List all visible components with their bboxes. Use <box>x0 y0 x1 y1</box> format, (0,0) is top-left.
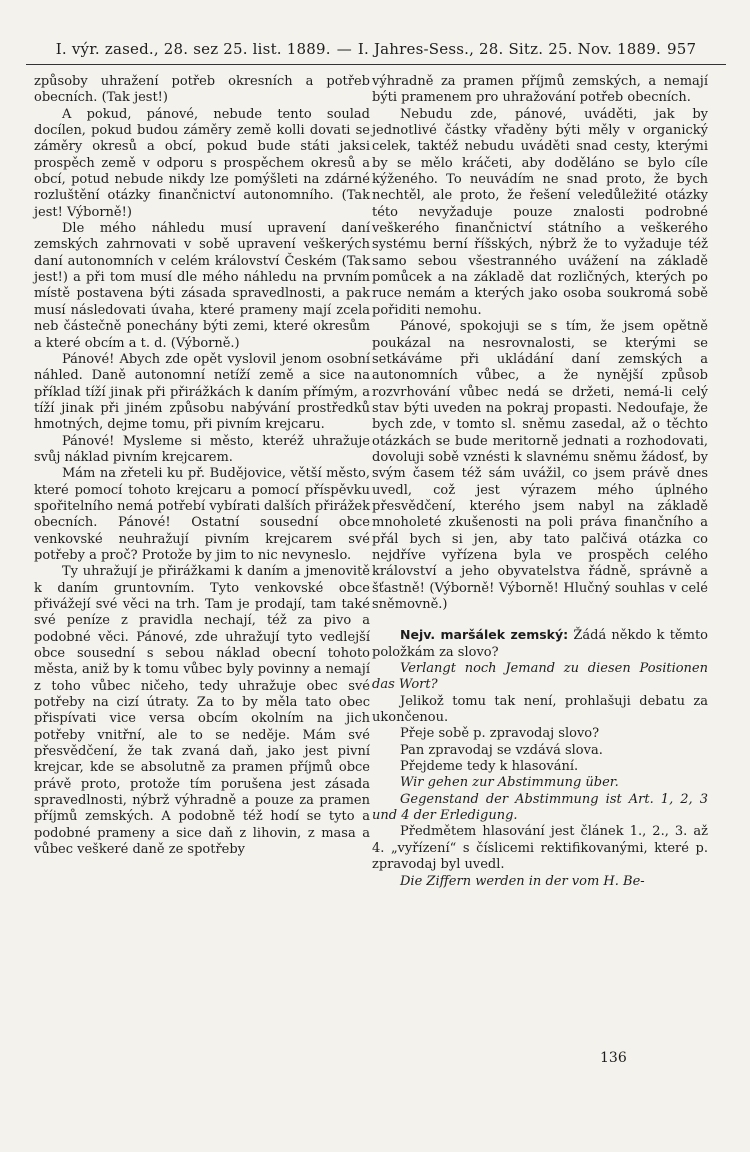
header-czech: I. výr. zased., 28. sez 25. list. 1889. <box>55 40 331 58</box>
paragraph: výhradně za pramen příjmů zemských, a nemají býti pramenem pro uhražování potřeb obecních. <box>372 74 708 106</box>
paragraph: Pan zpravodaj se vzdává slova. <box>400 742 603 758</box>
paragraph: Pánové! Abych zde opět vyslovil jenom osobní náhled. Daně autonomní netíží země a sice na příklad tíží jinak při přirážkách k daním přímým, a tíží jinak při jiném způsobu nabývání prostředků hmotných, dejme tomu, při pivním krejcaru. <box>34 351 370 433</box>
right-column <box>372 74 708 890</box>
signature-number: 136 <box>600 1050 627 1066</box>
speaker-text: Žádá někdo k těmto položkám za slovo? <box>372 628 708 660</box>
running-header <box>26 40 726 58</box>
paragraph: způsoby uhražení potřeb okresních a potřeb obecních. (Tak jest!) <box>34 74 370 106</box>
header-german: I. Jahres-Sess., 28. Sitz. 25. Nov. 1889. <box>357 40 661 58</box>
paragraph: Nebudu zde, pánové, uváděti, jak by jednotlivé částky vřaděny býti měly v organický celek, taktéž nebudu uváděti snad cesty, kterými by se mělo kráčeti, aby doděláno se bylo cíle kýženého. To neuvádím ne snad proto, že bych nechtěl, ale proto, že řešení veledůležité otázky této nevyžaduje pouze znalosti podrobné veškerého finančnictví státního a veškerého systému berní říšských, nýbrž že to vyžaduje též samo sebou všestranného uvážení na základě pomůcek a na základě dat rozličných, kterých po ruce nemám a kterých jako osoba soukromá sobě pořiditi nemohu. <box>372 106 708 318</box>
german-paragraph: Wir gehen zur Abstimmung über. <box>400 775 619 791</box>
paragraph: Pánové, spokojuji se s tím, že jsem opětně poukázal na nesrovnalosti, se kterými se setkáváme při ukládání daní zemských a autonomních vůbec, a že nynější způsob rozvrhování vůbec nedá se držeti, nemá-li celý stav býti uveden na pokraj propasti. Nedoufaje, že bych zde, v tomto sl. sněmu zasedal, až o těchto otázkách se bude meritorně jednati a rozhodovati, dovoluji sobě vznésti k slavnému sněmu žádosť, by svým časem též sám uvážil, co jsem právě dnes uvedl, což jest výrazem mého úplného přesvědčení, kterého jsem nabyl na základě mnoholeté zkušenosti na poli práva finančního a přál bych si jen, aby tato palčivá otázka co nejdříve vyřízena byla ve prospěch celého království a jeho obyvatelstva řádně, správně a šťastně! (Výborně! Výborně! Hlučný souhlas v celé sněmovně.) <box>372 319 708 612</box>
paragraph: Dle mého náhledu musí upravení daní zemských zahrnovati v sobě upravení veškerých daní autonomních v celém království Českém (Tak jest!) a při tom musí dle mého náhledu na prvním místě postavena býti zásada spravedlnosti, a pak musí následovati úvaha, které prameny mají zcela neb částečně ponechány býti zemi, které okresům a které obcím a t. d. (Výborně.) <box>34 221 370 351</box>
header-dash: — <box>336 40 352 58</box>
paragraph: Přeje sobě p. zpravodaj slovo? <box>400 726 600 742</box>
paragraph: A pokud, pánové, nebude tento soulad docílen, pokud budou záměry země kolli dovati se záměry okresů a obcí, pokud bude státi jaksi prospěch země v odporu s prospěchem okresů a obcí, potud nebude nikdy lze pomýšleti na zdárné rozluštění otázky finančnictví autonomního. (Tak jest! Výborně!) <box>34 106 370 220</box>
header-page-number: 957 <box>666 40 697 58</box>
paragraph: Přejdeme tedy k hlasování. <box>400 759 579 775</box>
german-paragraph: Die Ziffern werden in der vom H. Be- <box>400 873 645 889</box>
section-gap <box>372 613 708 627</box>
paragraph: Mám na zřeteli ku př. Budějovice, větší město, které pomocí tohoto krejcaru a pomocí příspěvku spořitelního nemá potřebí vybírati dalších přirážek obecních. Pánové! Ostatní sousední obce venkovské neuhražují pivním krejcarem své potřeby a proč? Protože by jim to nic nevyneslo. <box>34 466 370 563</box>
paragraph: Předmětem hlasování jest článek 1., 2., 3. až 4. „vyřízení“ s číslicemi rektifikovanými, které p. zpravodaj byl uvedl. <box>372 824 708 873</box>
german-paragraph: Verlangt noch Jemand zu diesen Positionen das Wort? <box>372 661 708 693</box>
left-column <box>34 74 370 859</box>
german-paragraph: Gegenstand der Abstimmung ist Art. 1, 2, 3 und 4 der Erledigung. <box>372 791 708 824</box>
speaker-paragraph <box>372 627 708 661</box>
header-rule <box>26 64 726 65</box>
paragraph: Pánové! Mysleme si město, kteréž uhražuje svůj náklad pivním krejcarem. <box>34 433 370 465</box>
paragraph: Ty uhražují je přirážkami k daním a jmenovitě k daním gruntovním. Tyto venkovské obce přivážejí své věci na trh. Tam je prodají, tam také své peníze z pravidla nechají, též za pivo a podobné věci. Pánové, zde uhražují tyto vedlejší obce sousední s sebou náklad obecní tohoto města, aniž by k tomu vůbec byly povinny a nemají z toho vůbec ničeho, tedy uhražuje obec své potřeby na cizí útraty. Za to by měla tato obec přispívati vice versa obcím okolním na jich potřeby vnitřní, ale to se neděje. Mám své přesvědčení, že tak zvaná daň, jako jest pivní krejcar, kde se absolutně za pramen příjmů obce právě proto, protože tím porušena jest zásada spravedlnosti, nýbrž výhradně a pouze za pramen příjmů zemských. A podobně též hodí se tyto a podobné prameny a sice daň z lihovin, z masa a vůbec veškeré daně ze spotřeby <box>34 564 370 858</box>
speaker-name: Nejv. maršálek zemský: <box>400 627 569 643</box>
paragraph: Jelikož tomu tak není, prohlašuji debatu za ukončenou. <box>372 693 708 726</box>
